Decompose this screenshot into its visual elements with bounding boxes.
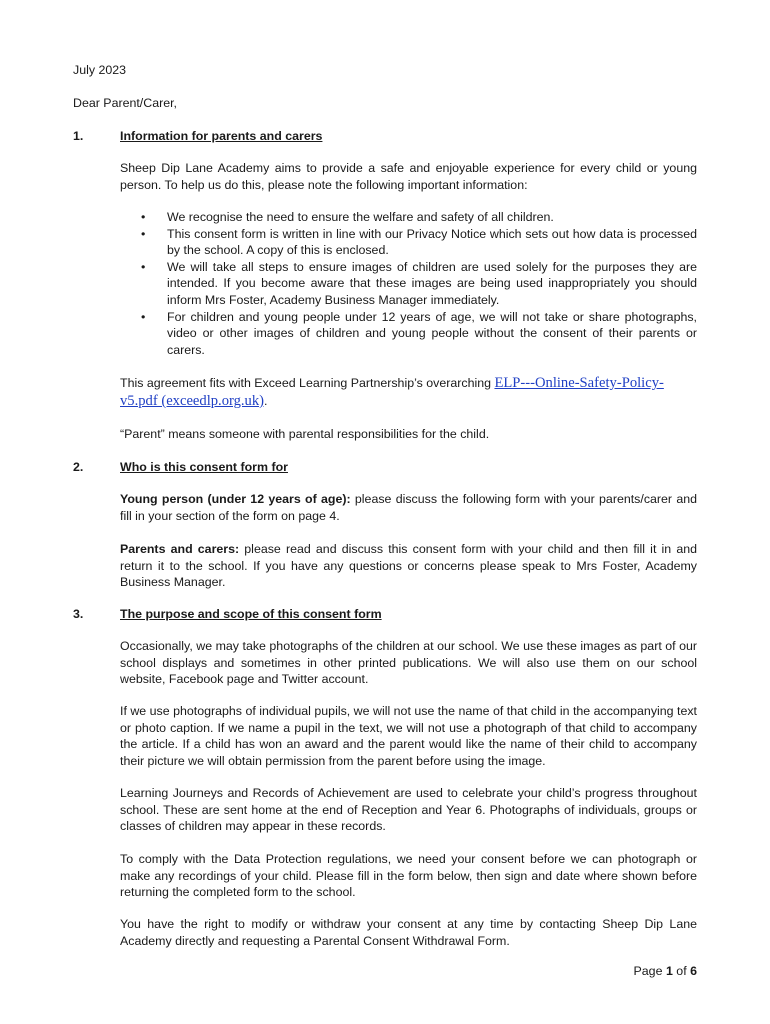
section-number-1: 1. (73, 129, 84, 143)
bullet-icon: • (141, 210, 146, 224)
section3-paragraph-1: Occasionally, we may take photographs of the children at our school. We use these images as part of our school displays and sometimes in other printed publications. We will also use them on our school website, Facebook page and Twitter account. (120, 639, 697, 687)
list-item: • We will take all steps to ensure images of children are used solely for the purposes they are intended. If you become aware that these images are being used inappropriately you should inform Mrs Foster, Academy Business Manager immediately. (141, 259, 697, 307)
section-heading-1: Information for parents and carers (120, 129, 323, 143)
section3-paragraph-3: Learning Journeys and Records of Achievement are used to celebrate your child’s progress throughout school. These are sent home at the end of Reception and Year 6. Photographs of individuals, groups or classes of children may appear in these records. (120, 786, 697, 834)
section-heading-3: The purpose and scope of this consent form (120, 607, 382, 621)
bullet-icon: • (141, 259, 146, 274)
bullet-icon: • (141, 226, 146, 241)
letter-date: July 2023 (73, 63, 127, 77)
section1-intro: Sheep Dip Lane Academy aims to provide a safe and enjoyable experience for every child or young person. To help us do this, please note the following important information: (120, 161, 697, 192)
section3-paragraph-4: To comply with the Data Protection regulations, we need your consent before we can photograph or make any recordings of your child. Please fill in the form below, then sign and date where shown before returning the completed form to the school. (120, 852, 697, 900)
agreement-paragraph: This agreement fits with Exceed Learning Partnership’s overarching ELP---Online-Safety-Policy-v5.pdf (exceedlp.org.uk). (120, 375, 664, 409)
page-number: Page 1 of 6 (633, 964, 697, 978)
bullet-icon: • (141, 309, 146, 324)
young-person-label: Young person (under 12 years of age): (120, 492, 351, 506)
salutation: Dear Parent/Carer, (73, 96, 177, 110)
section-number-2: 2. (73, 460, 84, 474)
parents-carers-label: Parents and carers: (120, 542, 240, 556)
section3-paragraph-5: You have the right to modify or withdraw your consent at any time by contacting Sheep Dip Lane Academy directly and requesting a Parental Consent Withdrawal Form. (120, 917, 697, 948)
policy-link[interactable]: ELP---Online-Safety-Policy-v5.pdf (exceedlp.org.uk) (120, 375, 664, 409)
section-number-3: 3. (73, 607, 84, 621)
info-bullet-list (120, 209, 697, 358)
list-item: • We recognise the need to ensure the welfare and safety of all children. (141, 210, 554, 224)
list-item: • This consent form is written in line with our Privacy Notice which sets out how data is processed by the school. A copy of this is enclosed. (141, 226, 697, 258)
parent-definition: “Parent” means someone with parental responsibilities for the child. (120, 427, 490, 441)
section-heading-2: Who is this consent form for (120, 460, 288, 474)
young-person-paragraph: Young person (under 12 years of age): please discuss the following form with your parents/carer and fill in your section of the form on page 4. (120, 492, 697, 523)
section3-paragraph-2: If we use photographs of individual pupils, we will not use the name of that child in the accompanying text or photo caption. If we name a pupil in the text, we will not use a photograph of that child to accompany the article. If a child has won an award and the parent would like the name of their child to accompany their picture we will obtain permission from the parent before using the image. (120, 704, 697, 768)
parents-carers-paragraph: Parents and carers: please read and discuss this consent form with your child and then fill it in and return it to the school. If you have any questions or concerns please speak to Mrs Foster, Academy Business Manager. (120, 542, 698, 590)
list-item: • For children and young people under 12 years of age, we will not take or share photographs, video or other images of children and young people without the consent of their parents or carers. (141, 309, 697, 357)
